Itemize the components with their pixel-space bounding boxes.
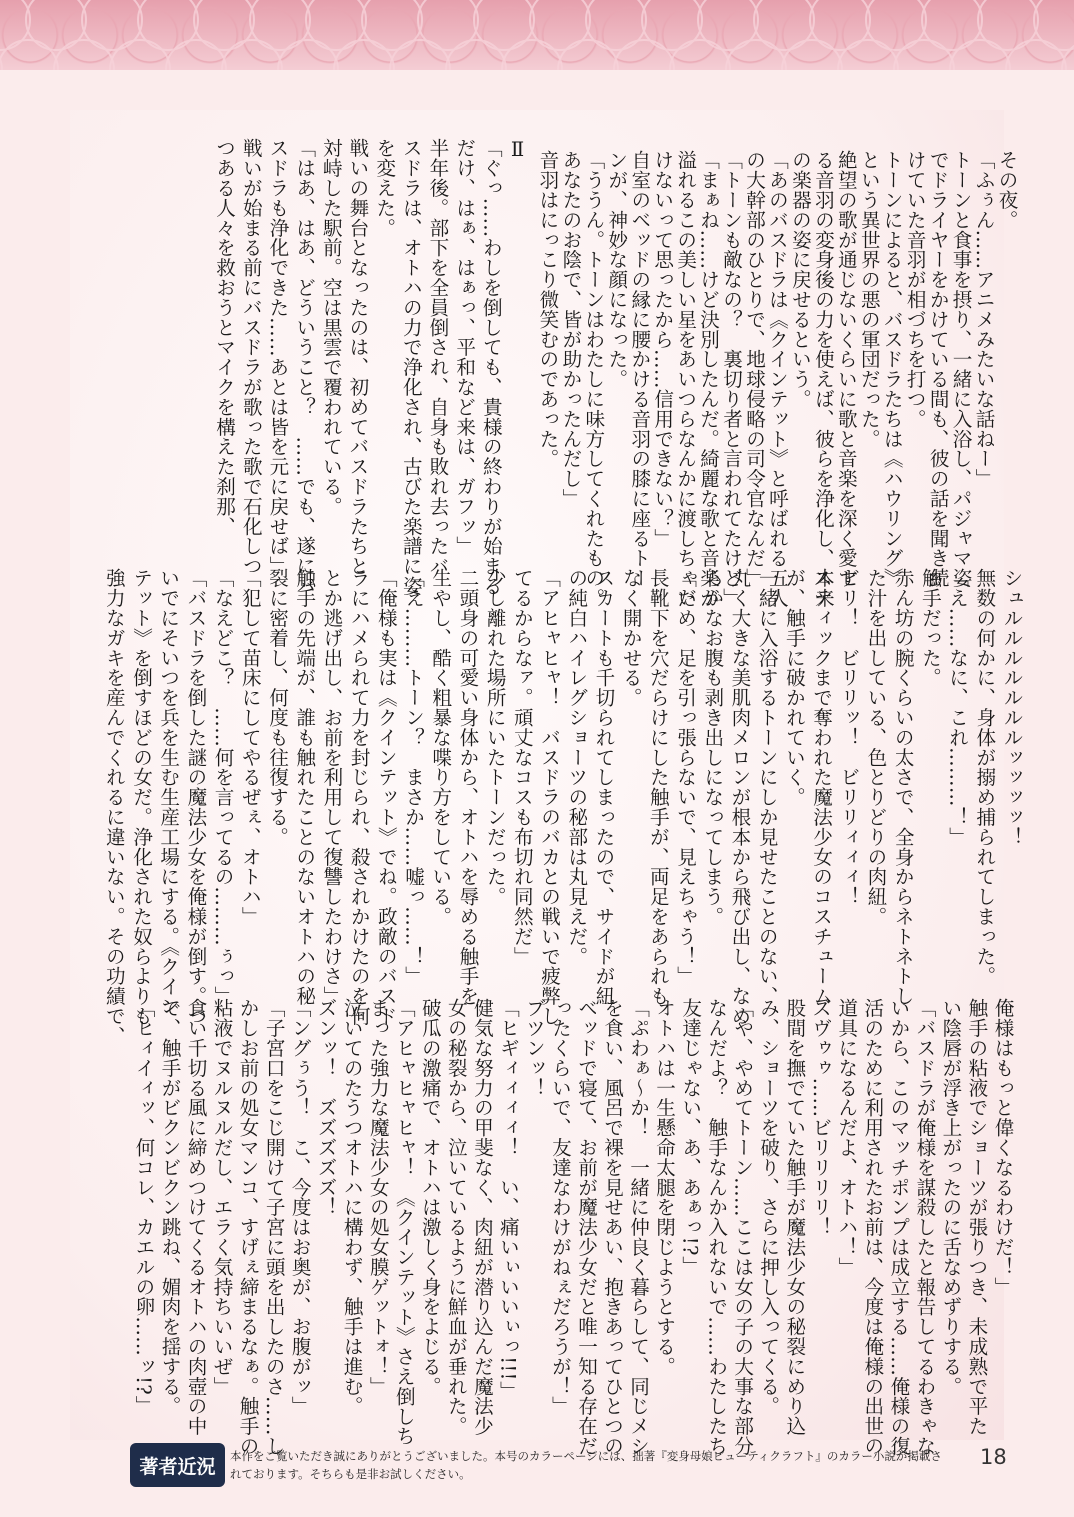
ring-ornament <box>82 0 142 50</box>
ring-pattern <box>0 0 1074 70</box>
text-line: 「だめ、足を引っ張らないで、見えちゃう！」 <box>673 568 697 986</box>
text-line: 泣いてのたうつオトハに構わず、触手は進む。 <box>340 998 364 1416</box>
ring-ornament <box>670 40 730 70</box>
text-line: けないって思ったから……信用できない？」 <box>650 150 674 548</box>
text-line: 生やし、酷く粗暴な喋り方をしている。 <box>428 568 452 927</box>
ring-ornament <box>894 40 954 70</box>
ring-ornament <box>334 40 394 70</box>
ring-ornament <box>362 0 422 50</box>
text-line: 女の秘裂から、泣いているように鮮血が垂れた。 <box>444 998 468 1436</box>
text-line: 溢れるこの美しい星をあいつらなんかに渡しちゃい <box>673 150 697 608</box>
text-line: た汁を出している、色とりどりの肉紐。 <box>863 568 887 927</box>
text-line: てるからなァ。頑丈なコスも布切れ同然だ」 <box>510 568 534 966</box>
text-line: 触手だった。 <box>918 568 942 688</box>
text-line: テット》を倒すほどの女だ。浄化された奴らよりも <box>129 568 153 1026</box>
ring-ornament <box>306 0 366 50</box>
ring-ornament <box>586 0 646 50</box>
text-line: 戦いの舞台となったのは、初めてバスドラたちと <box>345 138 369 576</box>
ring-ornament <box>1034 0 1074 50</box>
text-line: オトハは一生懸命太腿を閉じようとする。 <box>652 998 676 1377</box>
text-line: 「ぷわぁ～か！ 一緒に仲良く暮らして、同じメシ <box>626 998 650 1456</box>
text-line: 自室のベッドの縁に腰かける音羽の膝に座るトー <box>627 150 651 588</box>
text-line: かしお前の処女マンコ、すげぇ締まるなぁ。触手の <box>236 998 260 1456</box>
text-line: 「バスドラを倒した謎の魔法少女を俺様が倒す。つ <box>183 568 207 1026</box>
text-line: でドライヤーをかけている間も、彼の話を聞き続 <box>926 150 950 588</box>
text-line: あなたのお陰で、皆が助かったんだし」 <box>558 150 582 509</box>
text-line: なんだよ？ 触手なんか入れないで……わたしたち <box>704 998 728 1456</box>
ring-ornament <box>166 40 226 70</box>
text-line: 「子宮口をこじ開けて子宮に頭を出したのさ……し <box>262 998 286 1456</box>
text-line: つある人々を救おうとマイクを構えた刹那、 <box>212 138 236 536</box>
text-line: ビリ！ ビリリッ！ ビリリィィィ！ <box>836 568 860 907</box>
text-block-lower-right <box>100 568 1025 1046</box>
text-line: ンが、神妙な顔になった。 <box>604 150 628 389</box>
text-line: けていた音羽が相づちを打つ。 <box>903 150 927 429</box>
text-line: を変えた。 <box>372 138 396 238</box>
text-line: 絶望の歌が通じないくらいに歌と音楽を深く愛す <box>834 150 858 588</box>
page-number: 18 <box>980 1445 1007 1469</box>
text-line: の純白ハイレグショーツの秘部は丸見えだ。 <box>564 568 588 966</box>
ring-ornament <box>1006 40 1066 70</box>
text-line: 「なえどこ？ ……何を言ってるの………ぅっ」 <box>211 568 235 1006</box>
ring-ornament <box>1062 40 1074 70</box>
text-line: ラにハメられて力を封じられ、殺されかけたのを何 <box>347 568 371 1026</box>
text-line: まった強力な魔法少女の処女膜ゲットォ！」 <box>366 998 390 1396</box>
ring-ornament <box>838 40 898 70</box>
author-note-footer <box>130 1443 970 1487</box>
text-line: 裂に密着し、何度も往復する。 <box>265 568 289 847</box>
text-line: 「ヒギィィィィ！ い、痛いぃいいぃっ!!!」 <box>496 998 520 1401</box>
text-line: る音羽の変身後の力を使えば、彼らを浄化し、本来 <box>811 150 835 608</box>
text-line: いから、このマッチポンプは成立する……俺様の復 <box>886 998 910 1456</box>
ring-ornament <box>0 40 58 70</box>
ring-ornament <box>530 0 590 50</box>
ring-ornament <box>222 40 282 70</box>
text-line: トーンによると、バスドラたちは《ハウリング》 <box>880 150 904 588</box>
text-line: 二頭身の可愛い身体から、オトハを辱める触手を <box>455 568 479 1006</box>
text-line: 「ングぅう！ こ、今度はお奥が、お腹がッ」 <box>288 998 312 1416</box>
text-line: 「はあ、はあ、どういうこと？ ……でも、遂にバ <box>292 138 316 596</box>
text-line: 「まぁね……けど決別したんだ。綺麗な歌と音楽が <box>696 150 720 608</box>
text-line: が、触手に破かれていく。 <box>782 568 806 807</box>
ring-ornament <box>614 40 674 70</box>
text-line: トーンと食事を摂り、一緒に入浴し、パジャマ姿 <box>949 150 973 588</box>
ring-ornament <box>726 40 786 70</box>
ring-ornament <box>446 40 506 70</box>
text-line: ったくらいで、友達なわけがねぇだろうが！」 <box>548 998 572 1416</box>
text-line: 対峙した駅前。空は黒雲で覆われている。 <box>319 138 343 517</box>
text-line: 触手の先端が、誰も触れたことのないオトハの秘 <box>292 568 316 1006</box>
text-line: スドラも浄化できた……あとは皆を元に戻せば」 <box>265 138 289 576</box>
ring-ornament <box>54 40 114 70</box>
text-line: み、ショーツを破り、さらに押し入ってくる。 <box>756 998 780 1416</box>
text-line: 一緒に入浴するトーンにしか見せたことのない、 <box>755 568 779 1006</box>
text-line: 「ぐっ……わしを倒しても、貴様の終わりが始まる <box>479 138 503 596</box>
text-line: ズヴゥゥ……ビリリリリ！ <box>808 998 832 1237</box>
text-line: シュルルルルルルルッッッッ！ <box>1000 568 1023 847</box>
text-line: らかなお腹も剥き出しになってしまう。 <box>700 568 724 927</box>
text-line: 赤ん坊の腕くらいの太さで、全身からネトネトし <box>891 568 915 1006</box>
author-note-text: 本作をご覧いただき誠にありがとうございました。本号のカラーページには、拙著『変身母娘ビューティクラフト』のカラー小説が掲載さ れております。そちらも是非お試しください。 <box>230 1449 942 1481</box>
text-line: 戦いが始まる前にバスドラが歌った歌で石化しつ <box>239 138 263 576</box>
text-line: の楽器の姿に戻せるという。 <box>788 150 812 409</box>
ring-ornament <box>782 40 842 70</box>
text-line: 半年後。部下を全員倒され、自身も敗れ去ったバ <box>425 138 449 576</box>
ring-ornament <box>250 0 310 50</box>
text-line: 「俺様も実は《クインテット》でね。政敵のバスド <box>374 568 398 1026</box>
text-line: スカートも千切られてしまったので、サイドが紐 <box>591 568 615 1006</box>
text-line: 音羽はにっこり微笑むのであった。 <box>535 150 559 469</box>
ring-ornament <box>754 0 814 50</box>
ring-ornament <box>950 40 1010 70</box>
text-line: 粘液でヌルヌルだし、エラく気持ちいいぜ」 <box>210 998 234 1396</box>
text-line: 「え……なに、これ………！」 <box>945 568 969 847</box>
ring-ornament <box>558 40 618 70</box>
text-line: 「アヒャヒャヒャ！ 《クインテット》さえ倒しち <box>392 998 416 1446</box>
text-line: 長靴下を穴だらけにした触手が、両足をあられも <box>646 568 670 1006</box>
text-line: 破瓜の激痛で、オトハは激しく身をよじる。 <box>418 998 442 1396</box>
text-line: 「ふぅん……アニメみたいな話ねー」 <box>972 150 996 489</box>
ring-ornament <box>978 0 1038 50</box>
text-line: という異世界の悪の軍団だった。 <box>857 150 881 449</box>
ring-ornament <box>278 40 338 70</box>
text-line: 「アヒャヒャ！ バスドラのバカとの戦いで疲弊し <box>537 568 561 1026</box>
text-line: 「や、やめてトーン……ここは女の子の大事な部分 <box>730 998 754 1456</box>
ring-ornament <box>138 0 198 50</box>
ring-ornament <box>642 0 702 50</box>
text-line: スティックまで奪われた魔法少女のコスチューム <box>809 568 833 1006</box>
text-line: いでにそいつを兵を生む生産工場にする。《クイン <box>156 568 180 1016</box>
text-line: 「犯して苗床にしてやるぜぇ、オトハ」 <box>238 568 262 927</box>
ring-ornament <box>474 0 534 50</box>
text-line: 俺様はもっと偉くなるわけだ！」 <box>991 998 1014 1297</box>
text-line: 「ううん。トーンはわたしに味方してくれたもの。 <box>581 150 605 608</box>
text-line: 「ヒィイィッ、何コレ、カエルの卵……ッ!?」 <box>131 998 155 1415</box>
text-line: を食い、風呂で裸を見せあい、抱きあってひとつの <box>600 998 624 1456</box>
ring-ornament <box>194 0 254 50</box>
ring-ornament <box>390 40 450 70</box>
ring-ornament <box>502 40 562 70</box>
decorative-top-band <box>0 0 1074 70</box>
text-block-lower-left <box>130 998 1015 1456</box>
text-line: 「バスドラが俺様を謀殺したと報告してるわきゃな <box>912 998 936 1456</box>
text-line: 食い千切る風に締めつけてくるオトハの肉壺の中 <box>184 998 208 1436</box>
text-line: 強力なガキを産んでくれるに違いない。その功績で、 <box>102 568 126 1046</box>
text-line: 活のために利用されたお前は、今度は俺様の出世の <box>860 998 884 1456</box>
ring-ornament <box>922 0 982 50</box>
text-line: ベッドで寝て、お前が魔法少女だと唯一知る存在だ <box>574 998 598 1456</box>
text-block-upper-right <box>535 150 1018 608</box>
ring-ornament <box>110 40 170 70</box>
text-line: 「え………トーン？ まさか……嘘っ……！」 <box>401 568 425 986</box>
text-line: 股間を撫でていた触手が魔法少女の秘裂にめり込 <box>782 998 806 1436</box>
text-line: その夜。 <box>995 150 1018 230</box>
text-line: 健気な努力の甲斐なく、肉紐が潜り込んだ魔法少 <box>470 998 494 1436</box>
text-line: 道具になるんだよ、オトハ！」 <box>834 998 858 1277</box>
ring-ornament <box>698 0 758 50</box>
text-line: い陰唇が浮き上がったのに舌なめずりする。 <box>938 998 962 1396</box>
text-line: で、触手がビクンビクン跳ね、媚肉を揺する。 <box>158 998 181 1416</box>
text-line: なく開かせる。 <box>619 568 643 708</box>
text-line: だけ、はぁ、はぁっ、平和など来は、ガフッ」 <box>452 138 476 556</box>
text-line: 少し離れた場所にいたトーンだった。 <box>483 568 507 907</box>
text-line: 「あのバスドラは《クインテット》と呼ばれる五人 <box>765 150 789 608</box>
text-line: の大幹部のひとりで、地球侵略の司令官なんだ」 <box>742 150 766 588</box>
text-line: 友達じゃない、あ、あぁっ!?」 <box>678 998 702 1276</box>
ring-ornament <box>866 0 926 50</box>
ring-ornament <box>26 0 86 50</box>
text-line: Ⅱ <box>506 138 529 162</box>
text-line: 触手の粘液でショーツが張りつき、未成熟で平た <box>964 998 988 1436</box>
ring-ornament <box>418 0 478 50</box>
text-line: とか逃げ出し、お前を利用して復讐したわけさ」 <box>319 568 343 1006</box>
text-block-upper-left <box>130 138 530 596</box>
text-line: ズンッ！ ズズズズズ！ <box>314 998 338 1217</box>
ring-ornament <box>810 0 870 50</box>
text-line: 丸く大きな美肌肉メロンが根本から飛び出し、なめ <box>727 568 751 1026</box>
text-line: ブツンッ！ <box>522 998 546 1098</box>
author-note-badge: 著者近況 <box>130 1443 225 1487</box>
text-line: スドラは、オトハの力で浄化され、古びた楽譜に姿 <box>399 138 423 596</box>
text-line: 無数の何かに、身体が搦め捕られてしまった。 <box>972 568 996 986</box>
text-line: 「トーンも敵なの？ 裏切り者と言われてたけど」 <box>719 150 743 608</box>
